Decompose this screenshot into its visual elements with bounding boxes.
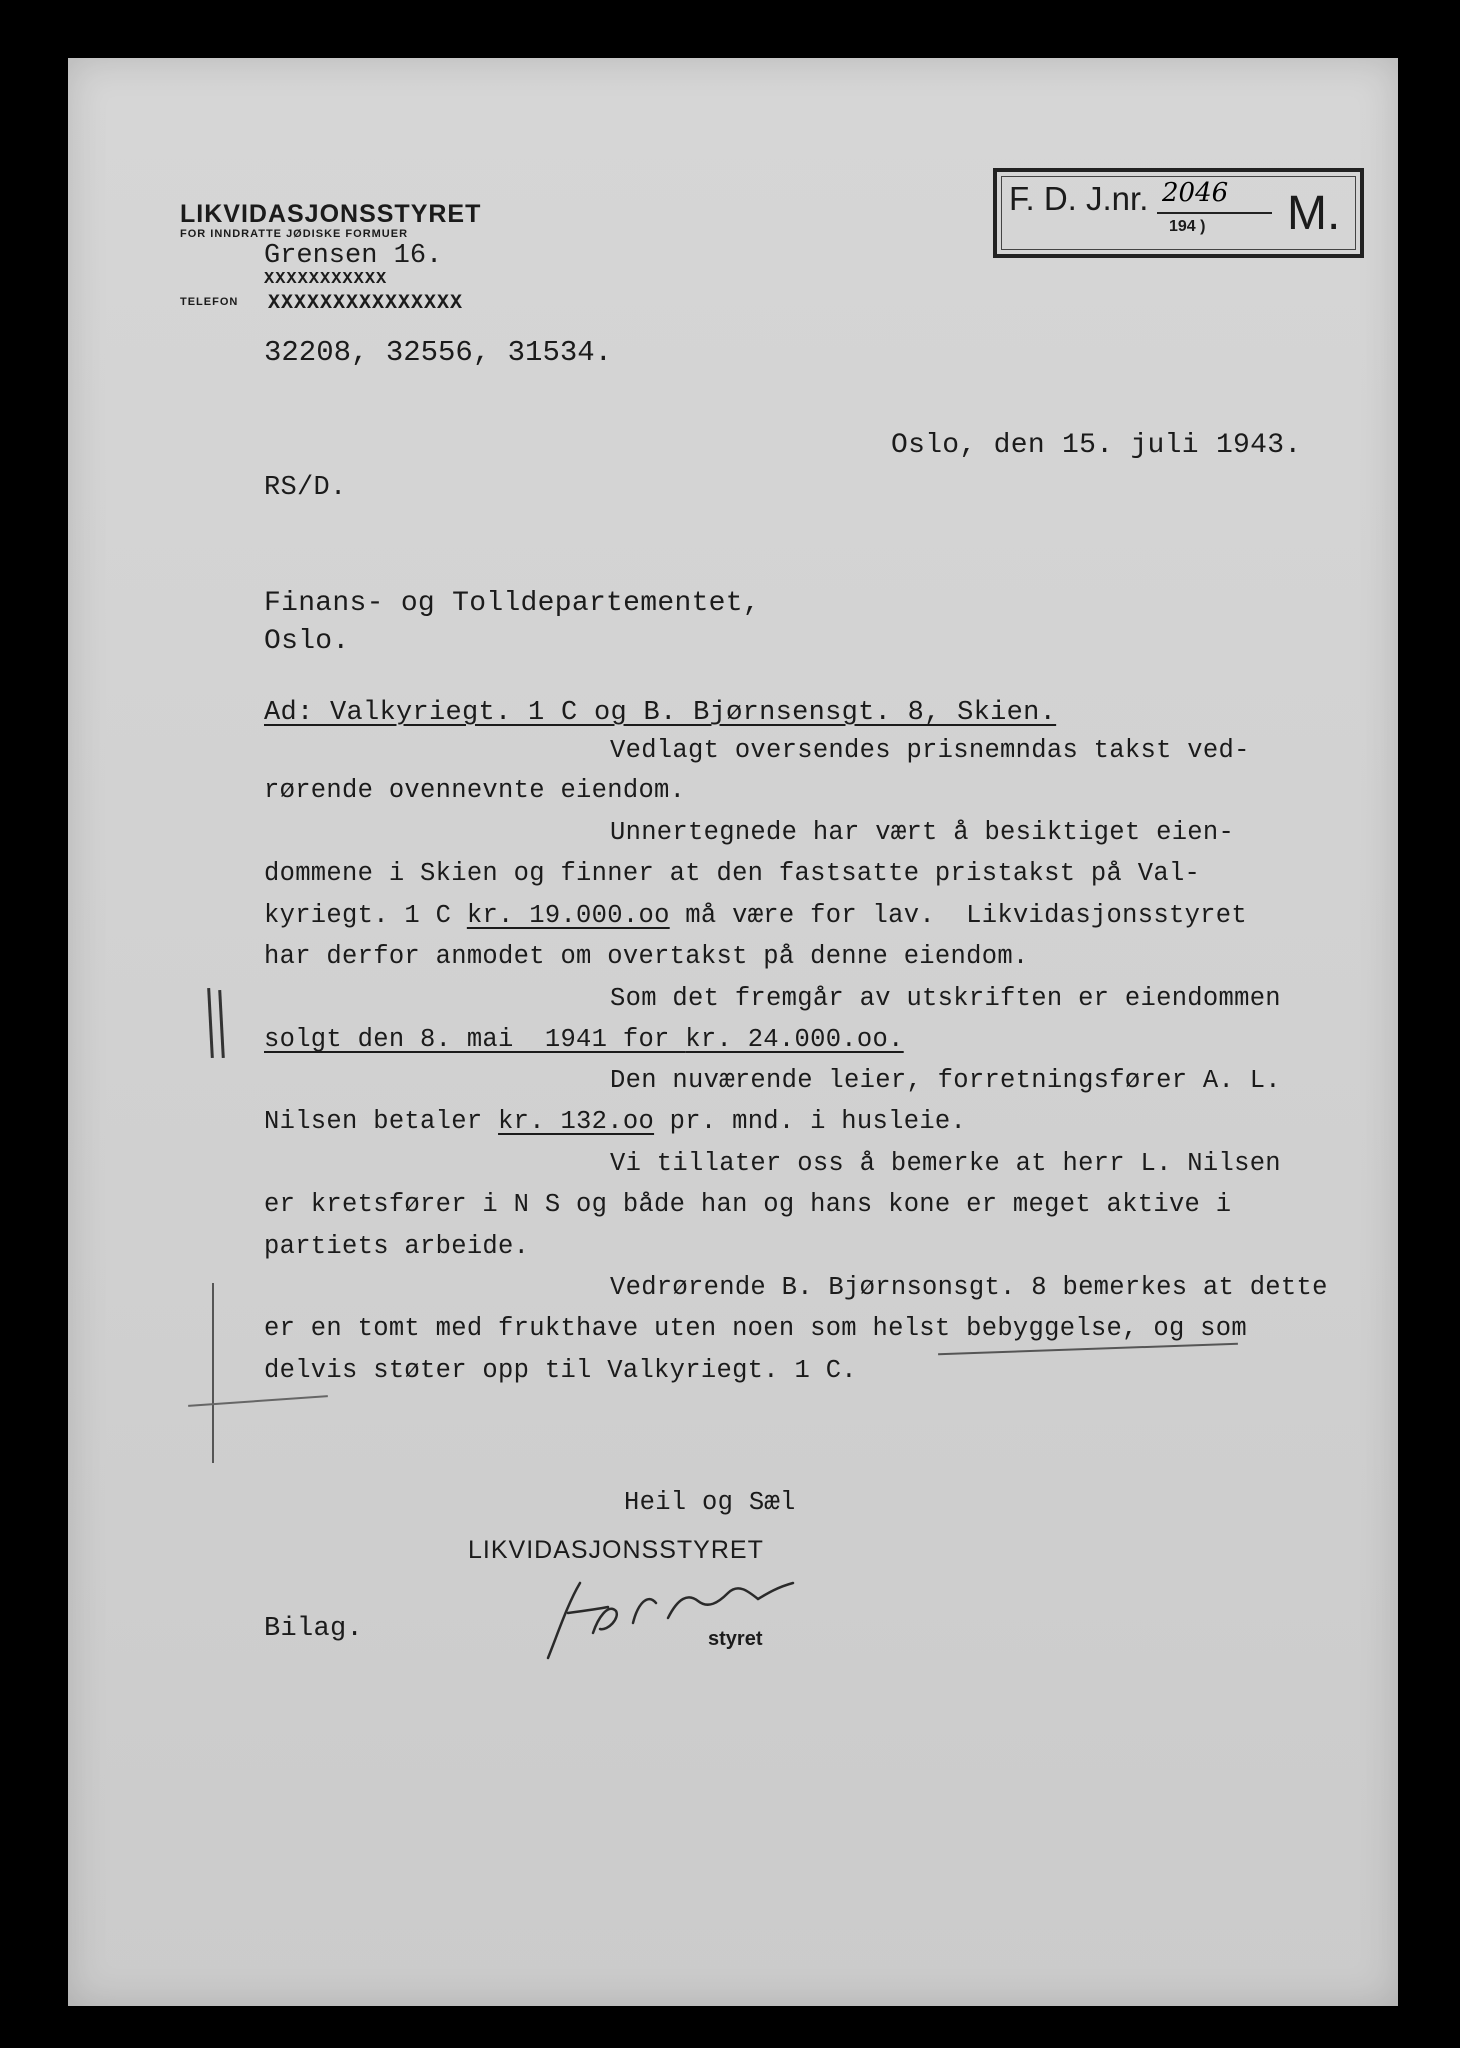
signature-role: styret	[708, 1628, 763, 1650]
date-line: Oslo, den 15. juli 1943.	[891, 430, 1302, 461]
letter-page	[68, 58, 1398, 2006]
stamp-year: 194 )	[1169, 218, 1206, 235]
amount-underlined: kr. 132.oo	[498, 1107, 655, 1136]
letterhead-struck-phone: XXXXXXXXXXXXXXX	[268, 292, 464, 315]
letterhead-address: Grensen 16.	[264, 241, 443, 271]
letterhead-telefon-label: TELEFON	[180, 296, 239, 308]
margin-pencil-mark	[212, 1283, 214, 1463]
journal-stamp	[993, 168, 1364, 258]
body-line	[264, 1025, 904, 1054]
body-text-segment: må være for lav. Likvidasjonsstyret	[669, 901, 1247, 930]
body-line: delvis støter opp til Valkyriegt. 1 C.	[264, 1356, 857, 1385]
body-line: Vi tillater oss å bemerke at herr L. Nilsen	[610, 1149, 1281, 1178]
body-line: rørende ovennevnte eiendom.	[264, 776, 686, 805]
stamp-number-line	[1157, 212, 1272, 214]
reference: RS/D.	[264, 473, 347, 503]
body-line: Vedlagt oversendes prisnemndas takst ved-	[610, 736, 1250, 765]
margin-pencil-mark	[207, 988, 214, 1058]
body-line: Den nuværende leier, forretningsfører A. L.	[610, 1066, 1281, 1095]
body-text-segment: kyriegt. 1 C	[264, 901, 467, 930]
handwritten-signature	[538, 1563, 798, 1673]
amount-underlined: kr. 24.000.oo.	[685, 1025, 904, 1054]
pencil-underline-mark	[938, 1343, 1238, 1355]
body-line	[264, 1107, 966, 1136]
body-line: Vedrørende B. Bjørnsonsgt. 8 bemerkes at dette	[610, 1273, 1328, 1302]
subject-line: Ad: Valkyriegt. 1 C og B. Bjørnsensgt. 8, Skien.	[264, 698, 1057, 728]
letterhead-phones: 32208, 32556, 31534.	[264, 336, 613, 369]
recipient-line-2: Oslo.	[264, 626, 350, 657]
letterhead-org-name: LIKVIDASJONSSTYRET	[180, 200, 482, 228]
stamp-letter: M.	[1287, 187, 1341, 240]
letterhead-org-subtitle: FOR INNDRATTE JØDISKE FORMUER	[180, 228, 409, 240]
pencil-underline-mark	[188, 1395, 328, 1407]
closing-greeting: Heil og Sæl	[624, 1488, 796, 1517]
body-text-segment: Nilsen betaler	[264, 1107, 499, 1136]
body-text-segment: pr. mnd. i husleie.	[654, 1107, 967, 1136]
recipient-line-1: Finans- og Tolldepartementet,	[264, 588, 760, 619]
enclosure-label: Bilag.	[264, 1614, 364, 1644]
closing-org: LIKVIDASJONSSTYRET	[468, 1536, 764, 1564]
stamp-label: F. D. J.nr.	[1009, 180, 1149, 217]
body-line: Unnertegnede har vært å besiktiget eien-	[610, 818, 1235, 847]
body-line: dommene i Skien og finner at den fastsatte pristakst på Val-	[264, 859, 1201, 888]
body-line: Som det fremgår av utskriften er eiendommen	[610, 984, 1281, 1013]
stamp-number: 2046	[1162, 178, 1229, 208]
body-line: er en tomt med frukthave uten noen som helst bebyggelse, og som	[264, 1314, 1247, 1343]
margin-pencil-mark	[218, 990, 225, 1058]
body-line: har derfor anmodet om overtakst på denne eiendom.	[264, 942, 1029, 971]
body-line: partiets arbeide.	[264, 1232, 530, 1261]
body-text-segment: solgt den 8. mai 1941 for	[264, 1025, 686, 1054]
amount-underlined: kr. 19.000.oo	[466, 901, 670, 930]
body-line	[264, 901, 1247, 930]
body-line: er kretsfører i N S og både han og hans kone er meget aktive i	[264, 1190, 1232, 1219]
letterhead-struck-line: XXXXXXXXXXX	[264, 270, 388, 289]
